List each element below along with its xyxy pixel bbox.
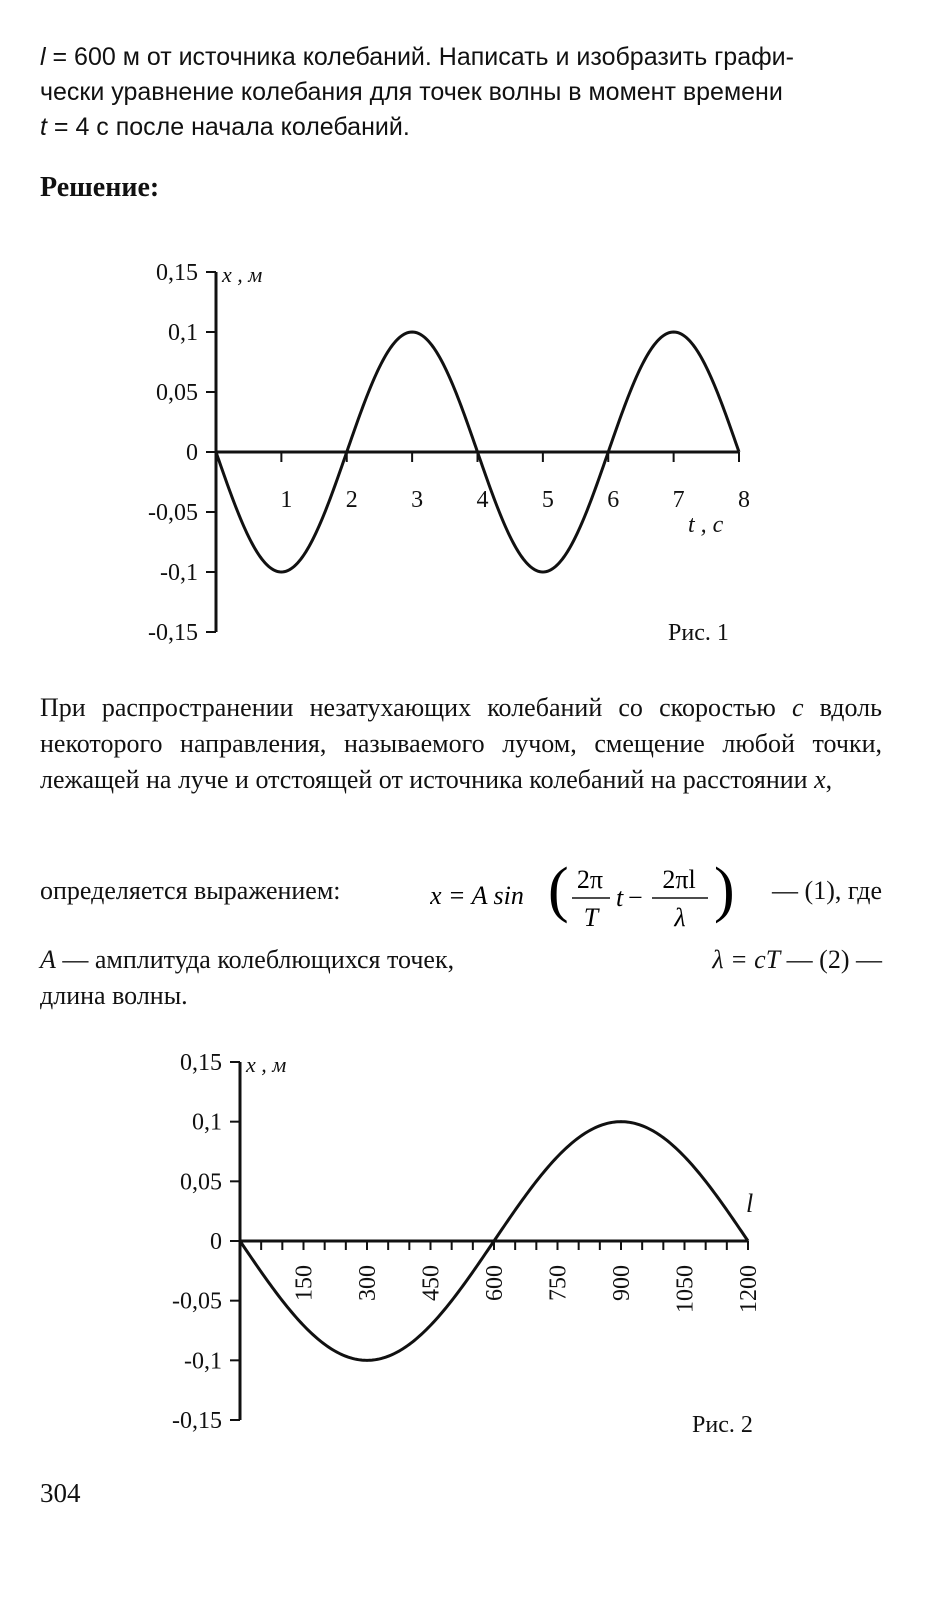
fig1-y-tick-label: 0,1 [168, 320, 198, 346]
figure-1-chart [120, 250, 800, 660]
fig1-y-tick-label: 0 [186, 440, 198, 466]
fig1-y-tick-label: -0,05 [148, 500, 198, 526]
figure-1-x-label: t , с [688, 512, 724, 538]
definitions-line-1 [40, 942, 882, 978]
fig2-x-tick-label: 1050 [672, 1265, 699, 1313]
page-number: 304 [40, 1478, 81, 1508]
fig1-y-tick-label: -0,15 [148, 620, 198, 646]
fig2-y-tick-label: -0,05 [172, 1288, 222, 1315]
body-text-start: При распространении незатухающих колебаний со скоростью [40, 693, 776, 722]
fig1-x-tick-label: 5 [541, 487, 554, 513]
def-A-text: — амплитуда колеблющихся точек, [62, 945, 455, 974]
intro-line-3 [40, 110, 882, 145]
figure-1-caption: Рис. 1 [668, 620, 729, 646]
var-t: t [40, 113, 47, 141]
var-l: l [40, 43, 46, 71]
formula-paren-close: ) [714, 860, 735, 924]
fig1-x-tick-label: 6 [607, 487, 620, 513]
figure-2-y-label: x , м [246, 1052, 287, 1077]
fig2-x-tick-label: 750 [545, 1265, 572, 1301]
wave-equation [430, 860, 760, 936]
fig2-x-tick-label: 300 [355, 1265, 381, 1301]
fig2-y-tick-label: -0,15 [172, 1408, 222, 1434]
figure-2-x-label: l [746, 1189, 754, 1218]
fig2-y-tick-label: 0,1 [192, 1109, 222, 1136]
fig1-x-tick-label: 3 [411, 487, 424, 513]
fig1-y-tick-label: 0,05 [156, 380, 198, 406]
fig2-x-tick-label: 150 [291, 1265, 318, 1301]
formula-num2: 2πl [662, 865, 696, 894]
solution-heading: Решение: [40, 172, 160, 203]
formula-num1: 2π [576, 865, 604, 894]
figure-1-y-label: x , м [222, 262, 263, 287]
fig1-y-tick-label: -0,1 [160, 560, 198, 586]
fig1-x-tick-label: 8 [738, 487, 750, 513]
fig1-y-tick-label: 0,15 [156, 260, 198, 286]
formula-den1: T [583, 903, 599, 932]
intro-paragraph [40, 40, 882, 145]
body-text-end: , [825, 765, 833, 794]
intro-line-1-text: = 600 м от источника колебаний. Написать и изобразить графи- [45, 43, 794, 71]
intro-line-1 [40, 40, 882, 75]
formula-lhs: x = A sin [430, 881, 524, 910]
var-x: x [814, 765, 826, 794]
var-A: A [40, 945, 56, 974]
fig1-x-tick-label: 4 [476, 487, 489, 513]
figure-1-axes [148, 260, 750, 646]
intro-line-3-text: = 4 с после начала колебаний. [46, 113, 410, 141]
formula-t: t [616, 883, 624, 912]
figure-2-axes [172, 1050, 762, 1434]
fig2-x-tick-label: 600 [482, 1265, 508, 1301]
formula-minus: − [628, 883, 643, 912]
formula-paren-open: ( [548, 860, 569, 924]
formula-lead-text: определяется выражением: [40, 876, 341, 905]
intro-line-2: чески уравнение колебания для точек волны в момент времени [40, 78, 783, 106]
fig2-y-tick-label: 0,05 [180, 1169, 222, 1196]
fig2-y-tick-label: 0 [210, 1229, 222, 1255]
fig1-x-tick-label: 1 [280, 487, 293, 513]
formula-tail-text: — (1), где [772, 876, 882, 905]
fig2-x-tick-label: 900 [609, 1265, 635, 1301]
body-paragraph [40, 690, 882, 798]
fig2-y-tick-label: 0,15 [180, 1050, 222, 1076]
fig1-x-tick-label: 2 [345, 487, 358, 513]
figure-2-caption: Рис. 2 [692, 1412, 753, 1438]
fig2-y-tick-label: -0,1 [184, 1348, 222, 1375]
formula-line [40, 860, 882, 930]
fig2-x-tick-label: 1200 [736, 1265, 762, 1313]
definitions-paragraph [40, 942, 882, 1014]
var-c: c [791, 693, 804, 722]
fig1-x-tick-label: 7 [672, 487, 685, 513]
def-lambda-tail: — (2) — [786, 945, 882, 974]
fig2-x-tick-label: 450 [418, 1265, 445, 1301]
figure-2-chart [140, 1040, 820, 1460]
lambda-definition: λ = cT [712, 945, 781, 974]
formula-den2: λ [674, 903, 686, 932]
body-text-mid: вдоль некоторого направления, называемого лучом, смещение любой точки, лежащей на луче и отстоящей от источника колебаний на расстоянии [40, 693, 882, 794]
definitions-line-2: длина волны. [40, 981, 188, 1010]
